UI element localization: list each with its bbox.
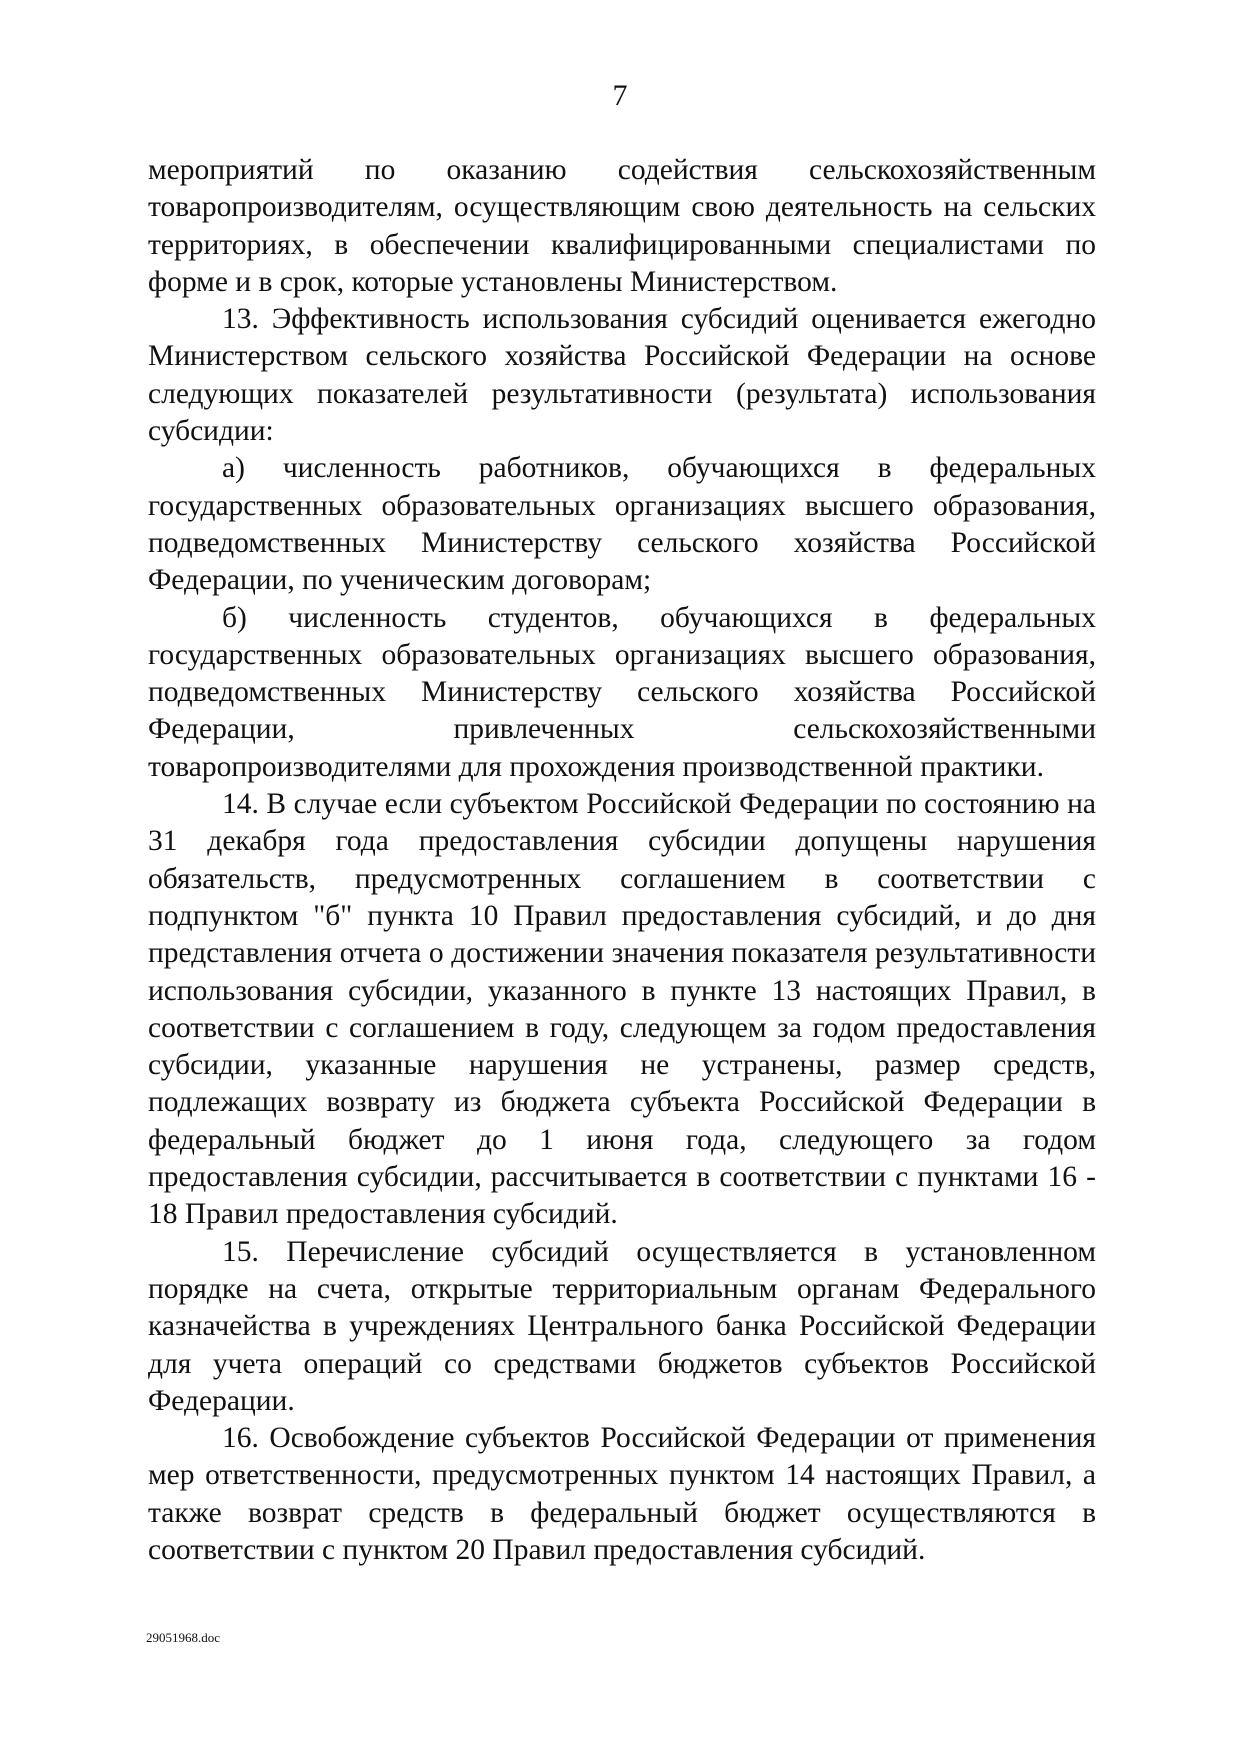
page-number: 7 (612, 79, 628, 112)
paragraph-item-14: 14. В случае если субъектом Российской Федерации по состоянию на 31 декабря года предоставления субсидии допущены нарушения обязательств, предусмотренных соглашением в соответствии с подпунктом "б" пункта 10 Правил предоставления субсидий, и до дня представления отчета о достижении значения показателя результативности использования субсидии, указанного в пункте 13 настоящих Правил, в соответствии с соглашением в году, следующем за годом предоставления субсидии, указанные нарушения не устранены, размер средств, подлежащих возврату из бюджета субъекта Российской Федерации в федеральный бюджет до 1 июня года, следующего за годом предоставления субсидии, рассчитывается в соответствии с пунктами 16 - 18 Правил предоставления субсидий. (148, 788, 1096, 1231)
paragraph-item-13: 13. Эффективность использования субсидий оценивается ежегодно Министерством сельского хозяйства Российской Федерации на основе следующих показателей результативности (результата) использования субсидии: (148, 303, 1096, 448)
paragraph-item-15: 15. Перечисление субсидий осуществляется в установленном порядке на счета, открытые территориальным органам Федерального казначейства в учреждениях Центрального банка Российской Федерации для учета операций со средствами бюджетов субъектов Российской Федерации. (148, 1235, 1096, 1417)
document-body (148, 152, 1096, 1569)
paragraph-subitem-a: а) численность работников, обучающихся в федеральных государственных образовательных организациях высшего образования, подведомственных Министерству сельского хозяйства Российской Федерации, по ученическим договорам; (148, 452, 1096, 597)
paragraph-continuation: мероприятий по оказанию содействия сельскохозяйственным товаропроизводителям, осуществляющим свою деятельность на сельских территориях, в обеспечении квалифицированными специалистами по форме и в срок, которые установлены Министерством. (148, 154, 1096, 298)
paragraph-item-16: 16. Освобождение субъектов Российской Федерации от применения мер ответственности, предусмотренных пунктом 14 настоящих Правил, а также возврат средств в федеральный бюджет осуществляются в соответствии с пунктом 20 Правил предоставления субсидий. (148, 1422, 1096, 1566)
footer-filename: 29051968.doc (146, 1630, 221, 1645)
paragraph-subitem-b: б) численность студентов, обучающихся в федеральных государственных образовательных организациях высшего образования, подведомственных Министерству сельского хозяйства Российской Федерации, привлеченных сельскохозяйственными товаропроизводителями для прохождения производственной практики. (148, 601, 1096, 783)
